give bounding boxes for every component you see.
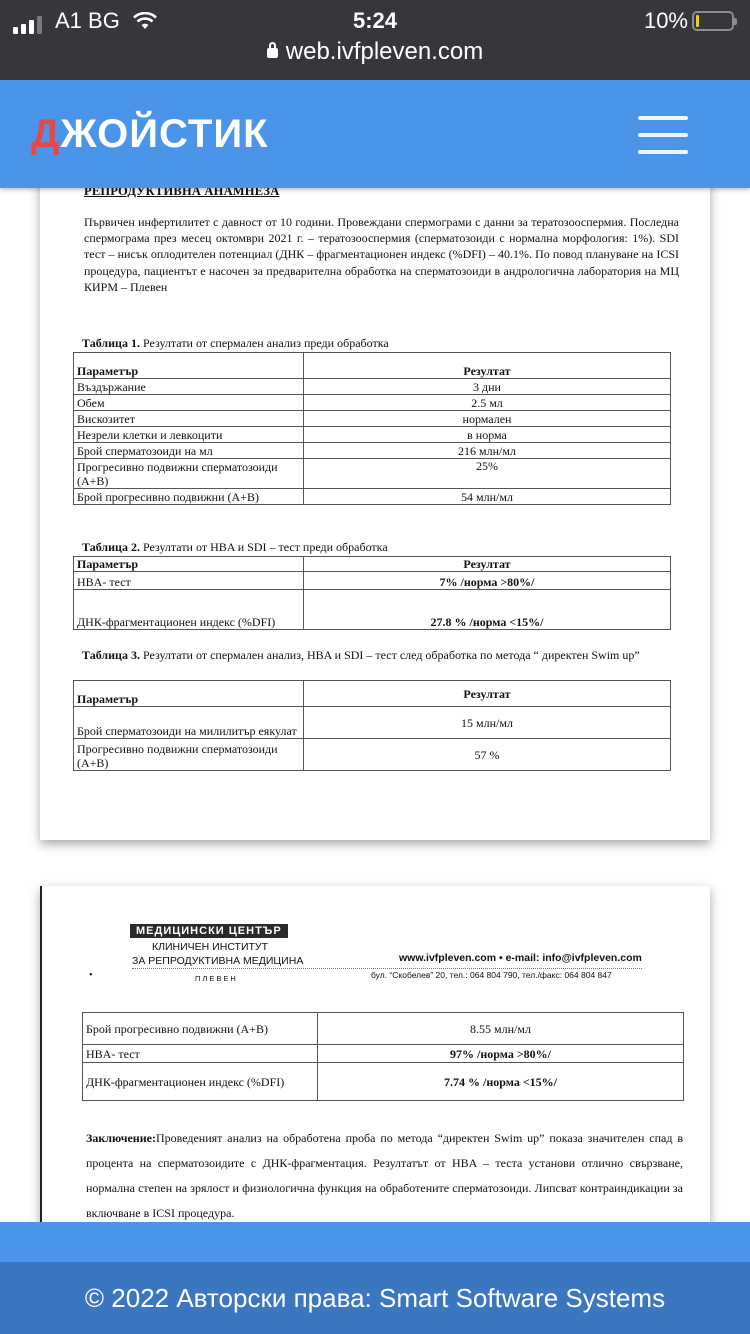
document-page-2 — [40, 886, 710, 1222]
cell-parameter: Брой сперматозоиди на мл — [74, 443, 304, 459]
cell-result: 25% — [304, 459, 671, 489]
header-result: Резултат — [304, 681, 671, 707]
table-row — [74, 590, 671, 630]
letterhead-web-email: www.ivfpleven.com • e-mail: info@ivfpleven.com — [399, 952, 642, 964]
letterhead-city: ПЛЕВЕН — [195, 974, 238, 983]
table-row — [74, 707, 671, 739]
letterhead-line2: ЗА РЕПРОДУКТИВНА МЕДИЦИНА — [132, 955, 304, 967]
table-row — [74, 395, 671, 411]
table-row — [74, 739, 671, 771]
cell-result: 57 % — [304, 739, 671, 771]
cell-parameter: Брой прогресивно подвижни (А+В) — [83, 1013, 318, 1045]
cell-result: 97% /норма >80%/ — [318, 1045, 684, 1063]
lock-icon — [267, 48, 278, 58]
scan-mark: • — [89, 970, 93, 981]
table-row — [74, 443, 671, 459]
cell-parameter: Брой прогресивно подвижни (А+В) — [74, 489, 304, 505]
cell-result: 54 млн/мл — [304, 489, 671, 505]
table3 — [73, 680, 671, 771]
table1 — [73, 352, 671, 505]
url-text: web.ivfpleven.com — [285, 38, 484, 65]
cell-parameter: Въздържание — [74, 379, 304, 395]
clock: 5:24 — [352, 8, 398, 33]
address-bar[interactable] — [0, 38, 750, 66]
table-header-row — [74, 557, 671, 572]
cell-parameter: HBA- тест — [74, 572, 304, 590]
anamnesis-paragraph: Първичен инфертилитет с давност от 10 години. Провеждани спермограми с данни за тератозооспермия. Последна спермограма през месец октомври 2021 г. – тератозооспермия (сперматозоиди с нормална морфология: 1%). SDI тест – нисък оплодителен потенциал (ДНК – фрагментационен индекс (%DFI) – 40.1%. По повод плануване на ICSI процедура, пациентът е насочен за предварителна обработка на сперматозоиди в андрологична лаборатория на МЦ КИРМ – Плевен — [84, 215, 679, 294]
battery-fill — [696, 15, 699, 27]
copyright-text: © 2022 Авторски права: Smart Software Systems — [84, 1283, 666, 1313]
table-row — [74, 459, 671, 489]
logo-text: ЖОЙСТИК — [60, 112, 269, 156]
letterhead-address: бул. “Скобелев” 20, тел.: 064 804 790, тел./факс: 064 804 847 — [371, 970, 612, 980]
table2-caption: Таблица 2. Резултати от HBA и SDI – тест преди обработка — [82, 540, 388, 554]
letterhead-divider — [132, 968, 642, 969]
conclusion-paragraph: Заключение:Проведеният анализ на обработена проба по метода “директен Swim up” показа значителен спад в процента на сперматозоидите с ДНК-фрагментация. Резултатът от HBA – теста установи отлично свързване, нормална степен на зрялост и физиологична функция на обработените сперматозоиди. Липсват контраиндикации за включване в ICSI процедура. — [86, 1131, 683, 1220]
cell-parameter: Брой сперматозоиди на милилитър еякулат — [74, 707, 304, 739]
document-page-1 — [40, 188, 710, 840]
table-row — [74, 489, 671, 505]
site-footer — [0, 1262, 750, 1334]
cell-result: 7.74 % /норма <15%/ — [318, 1063, 684, 1101]
table2 — [73, 556, 671, 630]
table3-caption: Таблица 3. Резултати от спермален анализ, HBA и SDI – тест след обработка по метода “ директен Swim up” — [82, 648, 640, 662]
battery-percent: 10% — [643, 8, 688, 33]
carrier-name: A1 BG — [55, 8, 120, 33]
cell-parameter: Прогресивно подвижни сперматозоиди (А+В) — [74, 459, 304, 489]
table-header-row — [74, 681, 671, 707]
logo-accent-letter: Д — [31, 112, 61, 156]
table4 — [82, 1012, 684, 1101]
section-heading: РЕПРОДУКТИВНА АНАМНЕЗА — [84, 188, 280, 198]
footer-band — [0, 1222, 750, 1262]
cell-parameter: Незрели клетки и левкоцити — [74, 427, 304, 443]
table-row — [74, 427, 671, 443]
header-parameter: Параметър — [74, 557, 304, 572]
cell-parameter: ДНК-фрагментационен индекс (%DFI) — [83, 1063, 318, 1101]
table-header-row — [74, 353, 671, 379]
site-header — [0, 80, 750, 188]
letterhead-badge: МЕДИЦИНСКИ ЦЕНТЪР — [130, 924, 288, 938]
browser-top-bar — [0, 0, 750, 80]
battery-icon — [692, 11, 734, 31]
letterhead-line1: КЛИНИЧЕН ИНСТИТУТ — [152, 941, 269, 953]
site-logo[interactable] — [31, 112, 268, 157]
table-row — [74, 411, 671, 427]
document-viewer[interactable] — [0, 188, 750, 1222]
cell-result: 27.8 % /норма <15%/ — [304, 590, 671, 630]
cell-result: 15 млн/мл — [304, 707, 671, 739]
cell-parameter: Вискозитет — [74, 411, 304, 427]
cell-result: 3 дни — [304, 379, 671, 395]
cell-result: 8.55 млн/мл — [318, 1013, 684, 1045]
table-row — [83, 1045, 684, 1063]
header-parameter: Параметър — [74, 681, 304, 707]
header-result: Резултат — [304, 557, 671, 572]
cell-result: 7% /норма >80%/ — [304, 572, 671, 590]
status-bar — [0, 6, 750, 36]
hamburger-menu-icon[interactable] — [638, 116, 688, 154]
cell-result: нормален — [304, 411, 671, 427]
table-row — [83, 1063, 684, 1101]
cell-result: 216 млн/мл — [304, 443, 671, 459]
cell-parameter: ДНК-фрагментационен индекс (%DFI) — [74, 590, 304, 630]
cell-parameter: Прогресивно подвижни сперматозоиди (А+В) — [74, 739, 304, 771]
table-row — [83, 1013, 684, 1045]
table1-caption: Таблица 1. Резултати от спермален анализ преди обработка — [82, 336, 389, 350]
table-row — [74, 572, 671, 590]
header-result: Резултат — [304, 353, 671, 379]
cell-parameter: HBA- тест — [83, 1045, 318, 1063]
header-parameter: Параметър — [74, 353, 304, 379]
cell-parameter: Обем — [74, 395, 304, 411]
cell-result: 2.5 мл — [304, 395, 671, 411]
table-row — [74, 379, 671, 395]
cell-result: в норма — [304, 427, 671, 443]
